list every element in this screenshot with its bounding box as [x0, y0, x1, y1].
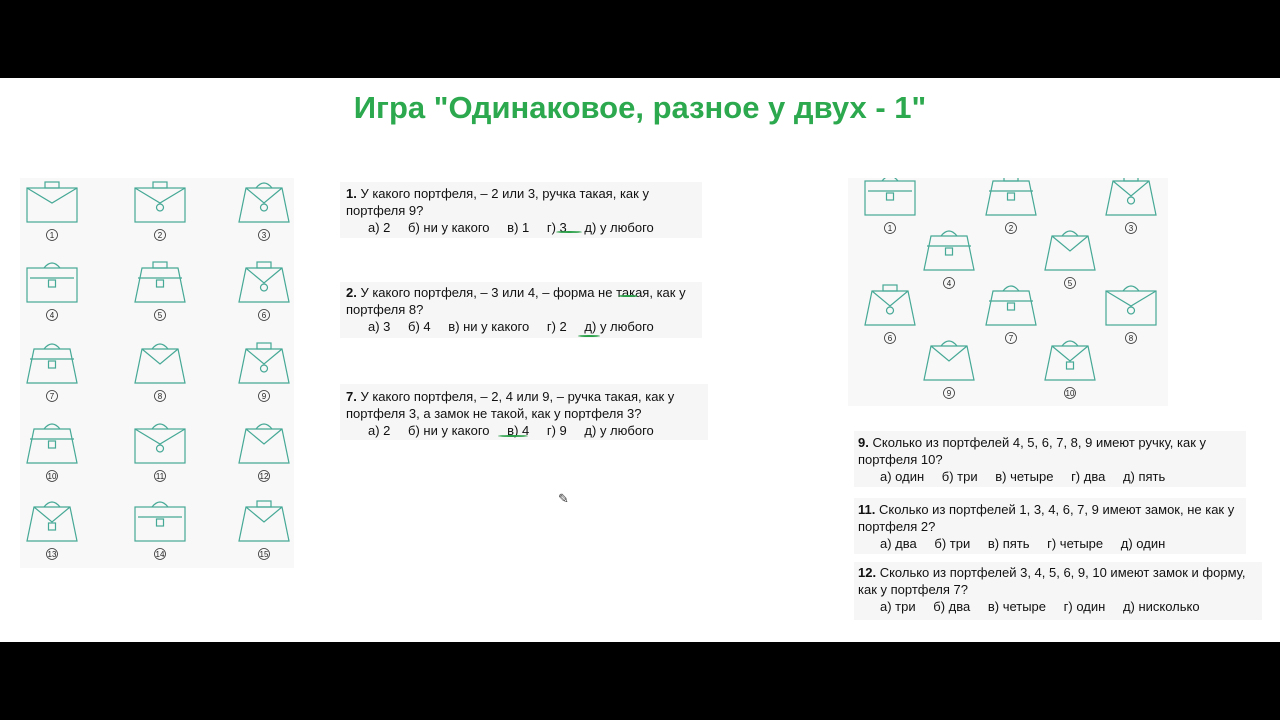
- briefcase-icon: [1045, 231, 1095, 289]
- question-text: Сколько из портфелей 1, 3, 4, 6, 7, 9 имеют замок, не как у портфеля 2?: [858, 502, 1235, 534]
- bag-number: 15: [259, 550, 269, 559]
- question-number: 7.: [346, 389, 357, 404]
- briefcase-icon: [924, 231, 974, 289]
- option-c: в) 1: [507, 220, 530, 235]
- slide: [0, 78, 1280, 642]
- briefcase-icon: [986, 178, 1036, 234]
- bag-number: 3: [1128, 224, 1134, 233]
- option-e: д) пять: [1122, 469, 1166, 484]
- option-a: а) два: [880, 536, 917, 551]
- option-a: а) 2: [368, 423, 391, 438]
- bag-number: 5: [157, 311, 163, 320]
- question-text: У какого портфеля, – 2 или 3, ручка такая, как у портфеля 9?: [346, 186, 649, 218]
- bag-number: 13: [47, 550, 57, 559]
- bag-number: 9: [946, 389, 952, 398]
- bag-number: 14: [155, 550, 165, 559]
- briefcase-icon: [27, 344, 77, 402]
- bag-number: 7: [1008, 334, 1014, 343]
- question-number: 9.: [858, 435, 869, 450]
- answer-underline: [556, 231, 582, 233]
- briefcase-icon: [27, 424, 77, 482]
- right-bag-panel: [848, 178, 1168, 406]
- bag-number: 5: [1067, 279, 1073, 288]
- option-b: б) два: [933, 599, 971, 614]
- answer-underline: [578, 335, 600, 337]
- briefcase-icon: [239, 183, 289, 241]
- briefcase-icon: [27, 502, 77, 560]
- briefcase-icon: [239, 424, 289, 482]
- briefcase-icon: [1106, 286, 1156, 344]
- question-text: Сколько из портфелей 3, 4, 5, 6, 9, 10 имеют замок и форму, как у портфеля 7?: [858, 565, 1246, 597]
- briefcase-icon: [865, 178, 915, 234]
- answer-underline: [618, 295, 638, 297]
- option-d: г) два: [1071, 469, 1106, 484]
- option-b: б) ни у какого: [408, 423, 490, 438]
- option-d: г) 2: [546, 319, 567, 334]
- option-e: д) у любого: [584, 220, 654, 235]
- briefcase-icon: [239, 262, 289, 321]
- bag-number: 2: [1008, 224, 1014, 233]
- option-a: а) один: [880, 469, 925, 484]
- question-text: У какого портфеля, – 2, 4 или 9, – ручка такая, как у портфеля 3, а замок не такой, как у портфеля 3?: [346, 389, 675, 421]
- bag-number: 6: [887, 334, 893, 343]
- question-11: [858, 501, 1248, 552]
- question-number: 1.: [346, 186, 357, 201]
- bag-number: 3: [261, 231, 267, 240]
- briefcase-icon: [135, 424, 185, 482]
- bag-number: 6: [261, 311, 267, 320]
- question-12: [858, 564, 1262, 615]
- briefcase-icon: [1045, 341, 1095, 399]
- briefcase-icon: [135, 262, 185, 321]
- briefcase-icon: [27, 182, 77, 241]
- briefcase-icon: [924, 341, 974, 399]
- question-text: Сколько из портфелей 4, 5, 6, 7, 8, 9 имеют ручку, как у портфеля 10?: [858, 435, 1207, 467]
- question-9: [858, 434, 1248, 485]
- option-d: г) один: [1063, 599, 1106, 614]
- option-e: д) у любого: [584, 319, 654, 334]
- option-c: в) четыре: [987, 599, 1047, 614]
- option-d: г) четыре: [1047, 536, 1104, 551]
- option-d: г) 9: [546, 423, 567, 438]
- question-7: [346, 388, 708, 439]
- bag-number: 1: [887, 224, 893, 233]
- bag-number: 8: [1128, 334, 1134, 343]
- left-bag-grid: [20, 178, 294, 568]
- briefcase-icon: [135, 344, 185, 402]
- question-2: [346, 284, 704, 335]
- option-c: в) 4: [507, 423, 530, 438]
- briefcase-icon: [239, 343, 289, 402]
- option-c: в) ни у какого: [448, 319, 530, 334]
- question-number: 11.: [858, 502, 876, 517]
- option-a: а) три: [880, 599, 916, 614]
- bag-number: 4: [49, 311, 55, 320]
- bag-number: 8: [157, 392, 163, 401]
- bag-number: 10: [47, 472, 57, 481]
- option-b: б) 4: [408, 319, 431, 334]
- option-b: б) ни у какого: [408, 220, 490, 235]
- option-b: б) три: [941, 469, 978, 484]
- bag-number: 9: [261, 392, 267, 401]
- option-a: а) 3: [368, 319, 391, 334]
- bag-number: 10: [1065, 389, 1075, 398]
- option-c: в) четыре: [995, 469, 1054, 484]
- bag-number: 2: [157, 231, 163, 240]
- option-e: д) у любого: [584, 423, 654, 438]
- briefcase-icon: [865, 285, 915, 344]
- option-e: д) нисколько: [1122, 599, 1200, 614]
- bag-number: 12: [259, 472, 269, 481]
- briefcase-icon: [27, 263, 77, 321]
- question-number: 2.: [346, 285, 357, 300]
- left-bag-panel: [20, 178, 294, 568]
- right-bag-grid: [848, 178, 1168, 406]
- bag-number: 1: [49, 231, 55, 240]
- option-c: в) пять: [987, 536, 1030, 551]
- option-e: д) один: [1120, 536, 1166, 551]
- bag-number: 4: [946, 279, 952, 288]
- briefcase-icon: [239, 501, 289, 560]
- question-1: [346, 185, 704, 236]
- option-d: г) 3: [546, 220, 567, 235]
- pencil-cursor-icon: ✎: [558, 491, 569, 506]
- briefcase-icon: [1106, 178, 1156, 234]
- option-a: а) 2: [368, 220, 391, 235]
- bag-number: 11: [155, 472, 165, 481]
- question-number: 12.: [858, 565, 877, 580]
- briefcase-icon: [986, 286, 1036, 344]
- briefcase-icon: [135, 182, 185, 241]
- question-text: У какого портфеля, – 3 или 4, – форма не такая, как у портфеля 8?: [346, 285, 686, 317]
- page-title: Игра "Одинаковое, разное у двух - 1": [353, 90, 927, 125]
- briefcase-icon: [135, 502, 185, 560]
- option-b: б) три: [934, 536, 971, 551]
- answer-underline: [498, 435, 528, 437]
- bag-number: 7: [49, 392, 55, 401]
